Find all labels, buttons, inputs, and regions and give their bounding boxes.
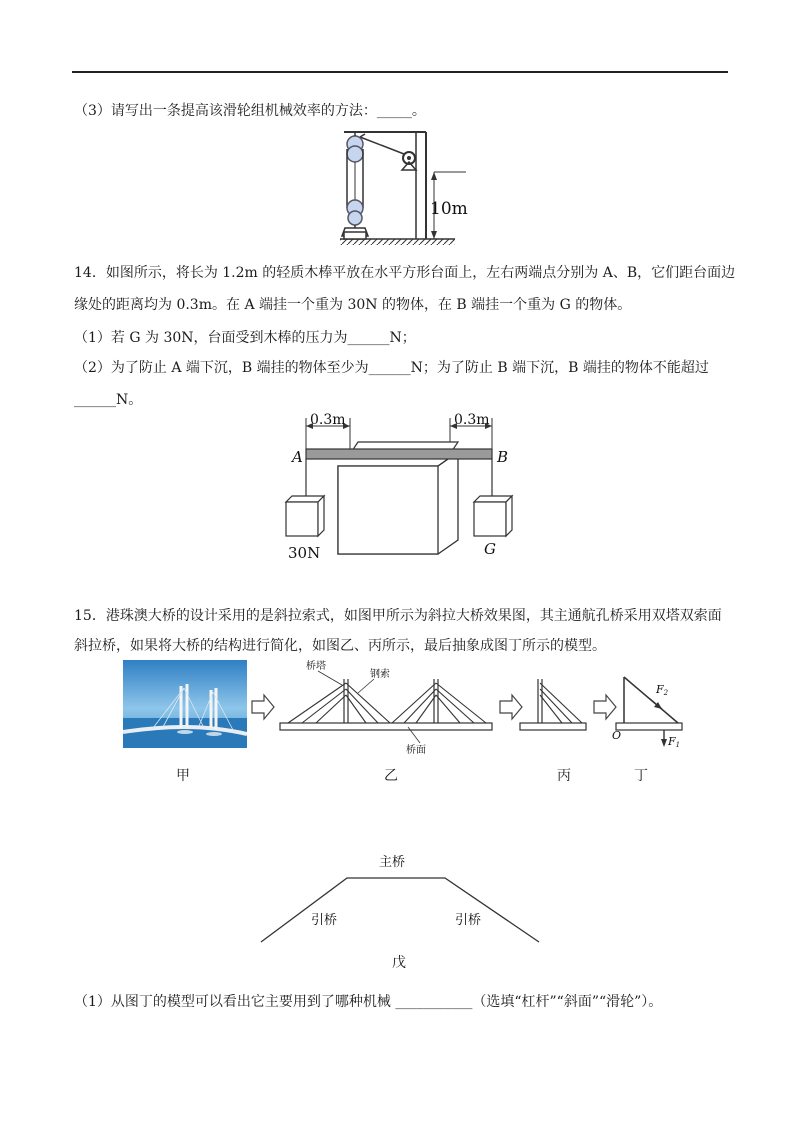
caption-wu: 戊 [392,955,406,971]
bridge-simplification-figures [248,655,698,755]
weight-left-label: 30N [288,544,321,562]
pulley-system-figure [330,124,470,248]
q15-intro-line1: 15．港珠澳大桥的设计采用的是斜拉索式，如图甲所示为斜拉大桥效果图，其主通航孔桥采用双塔双索面 [74,608,722,624]
lever-table-figure [282,412,522,570]
q14-part1: （1）若 G 为 30N，台面受到木棒的压力为______N； [74,330,416,346]
bridge-photo [123,660,247,748]
label-cable: 钢索 [370,669,390,680]
label-main-bridge: 主桥 [379,855,406,870]
q13-part3: （3）请写出一条提高该滑轮组机械效率的方法：_____。 [74,103,426,119]
dist-left-label: 0.3m [310,412,346,428]
label-deck: 桥面 [406,745,426,755]
header-rule [72,71,728,73]
weight-right-label: G [484,540,496,558]
q14-intro-line1: 14．如图所示，将长为 1.2m 的轻质木棒平放在水平方形台面上，左右两端点分别为 A、B，它们距台面边 [74,265,736,281]
label-f1: F1 [668,735,681,749]
q15-part1: （1）从图丁的模型可以看出它主要用到了哪种机械 ___________（选填“杠杆”“斜面”“滑轮”）。 [74,994,663,1010]
q14-part2-line2: ______N。 [74,392,143,408]
caption-yi: 乙 [384,768,398,784]
label-b: B [497,448,509,466]
dist-right-label: 0.3m [454,412,490,428]
arrow-right-icon [252,695,274,719]
caption-jia: 甲 [176,768,190,784]
caption-bing: 丙 [557,768,571,784]
q14-part2-line1: （2）为了防止 A 端下沉，B 端挂的物体至少为______N；为了防止 B 端下沉，B 端挂的物体不能超过 [74,360,709,376]
label-approach-right: 引桥 [455,913,482,928]
label-o: O [612,729,622,742]
bridge-approach-figure [255,850,545,950]
arrow-right-icon [500,695,522,719]
q14-intro-line2: 缘处的距离均为 0.3m。在 A 端挂一个重为 30N 的物体，在 B 端挂一个重为 G 的物体。 [74,297,632,313]
label-approach-left: 引桥 [311,913,338,928]
label-a: A [292,448,303,466]
height-label: 10m [430,199,468,219]
q15-intro-line2: 斜拉桥，如果将大桥的结构进行简化，如图乙、丙所示，最后抽象成图丁所示的模型。 [74,638,606,654]
arrow-right-icon [594,695,616,719]
caption-ding: 丁 [634,768,648,784]
label-tower: 桥塔 [306,661,326,672]
label-f2: F2 [656,683,669,697]
